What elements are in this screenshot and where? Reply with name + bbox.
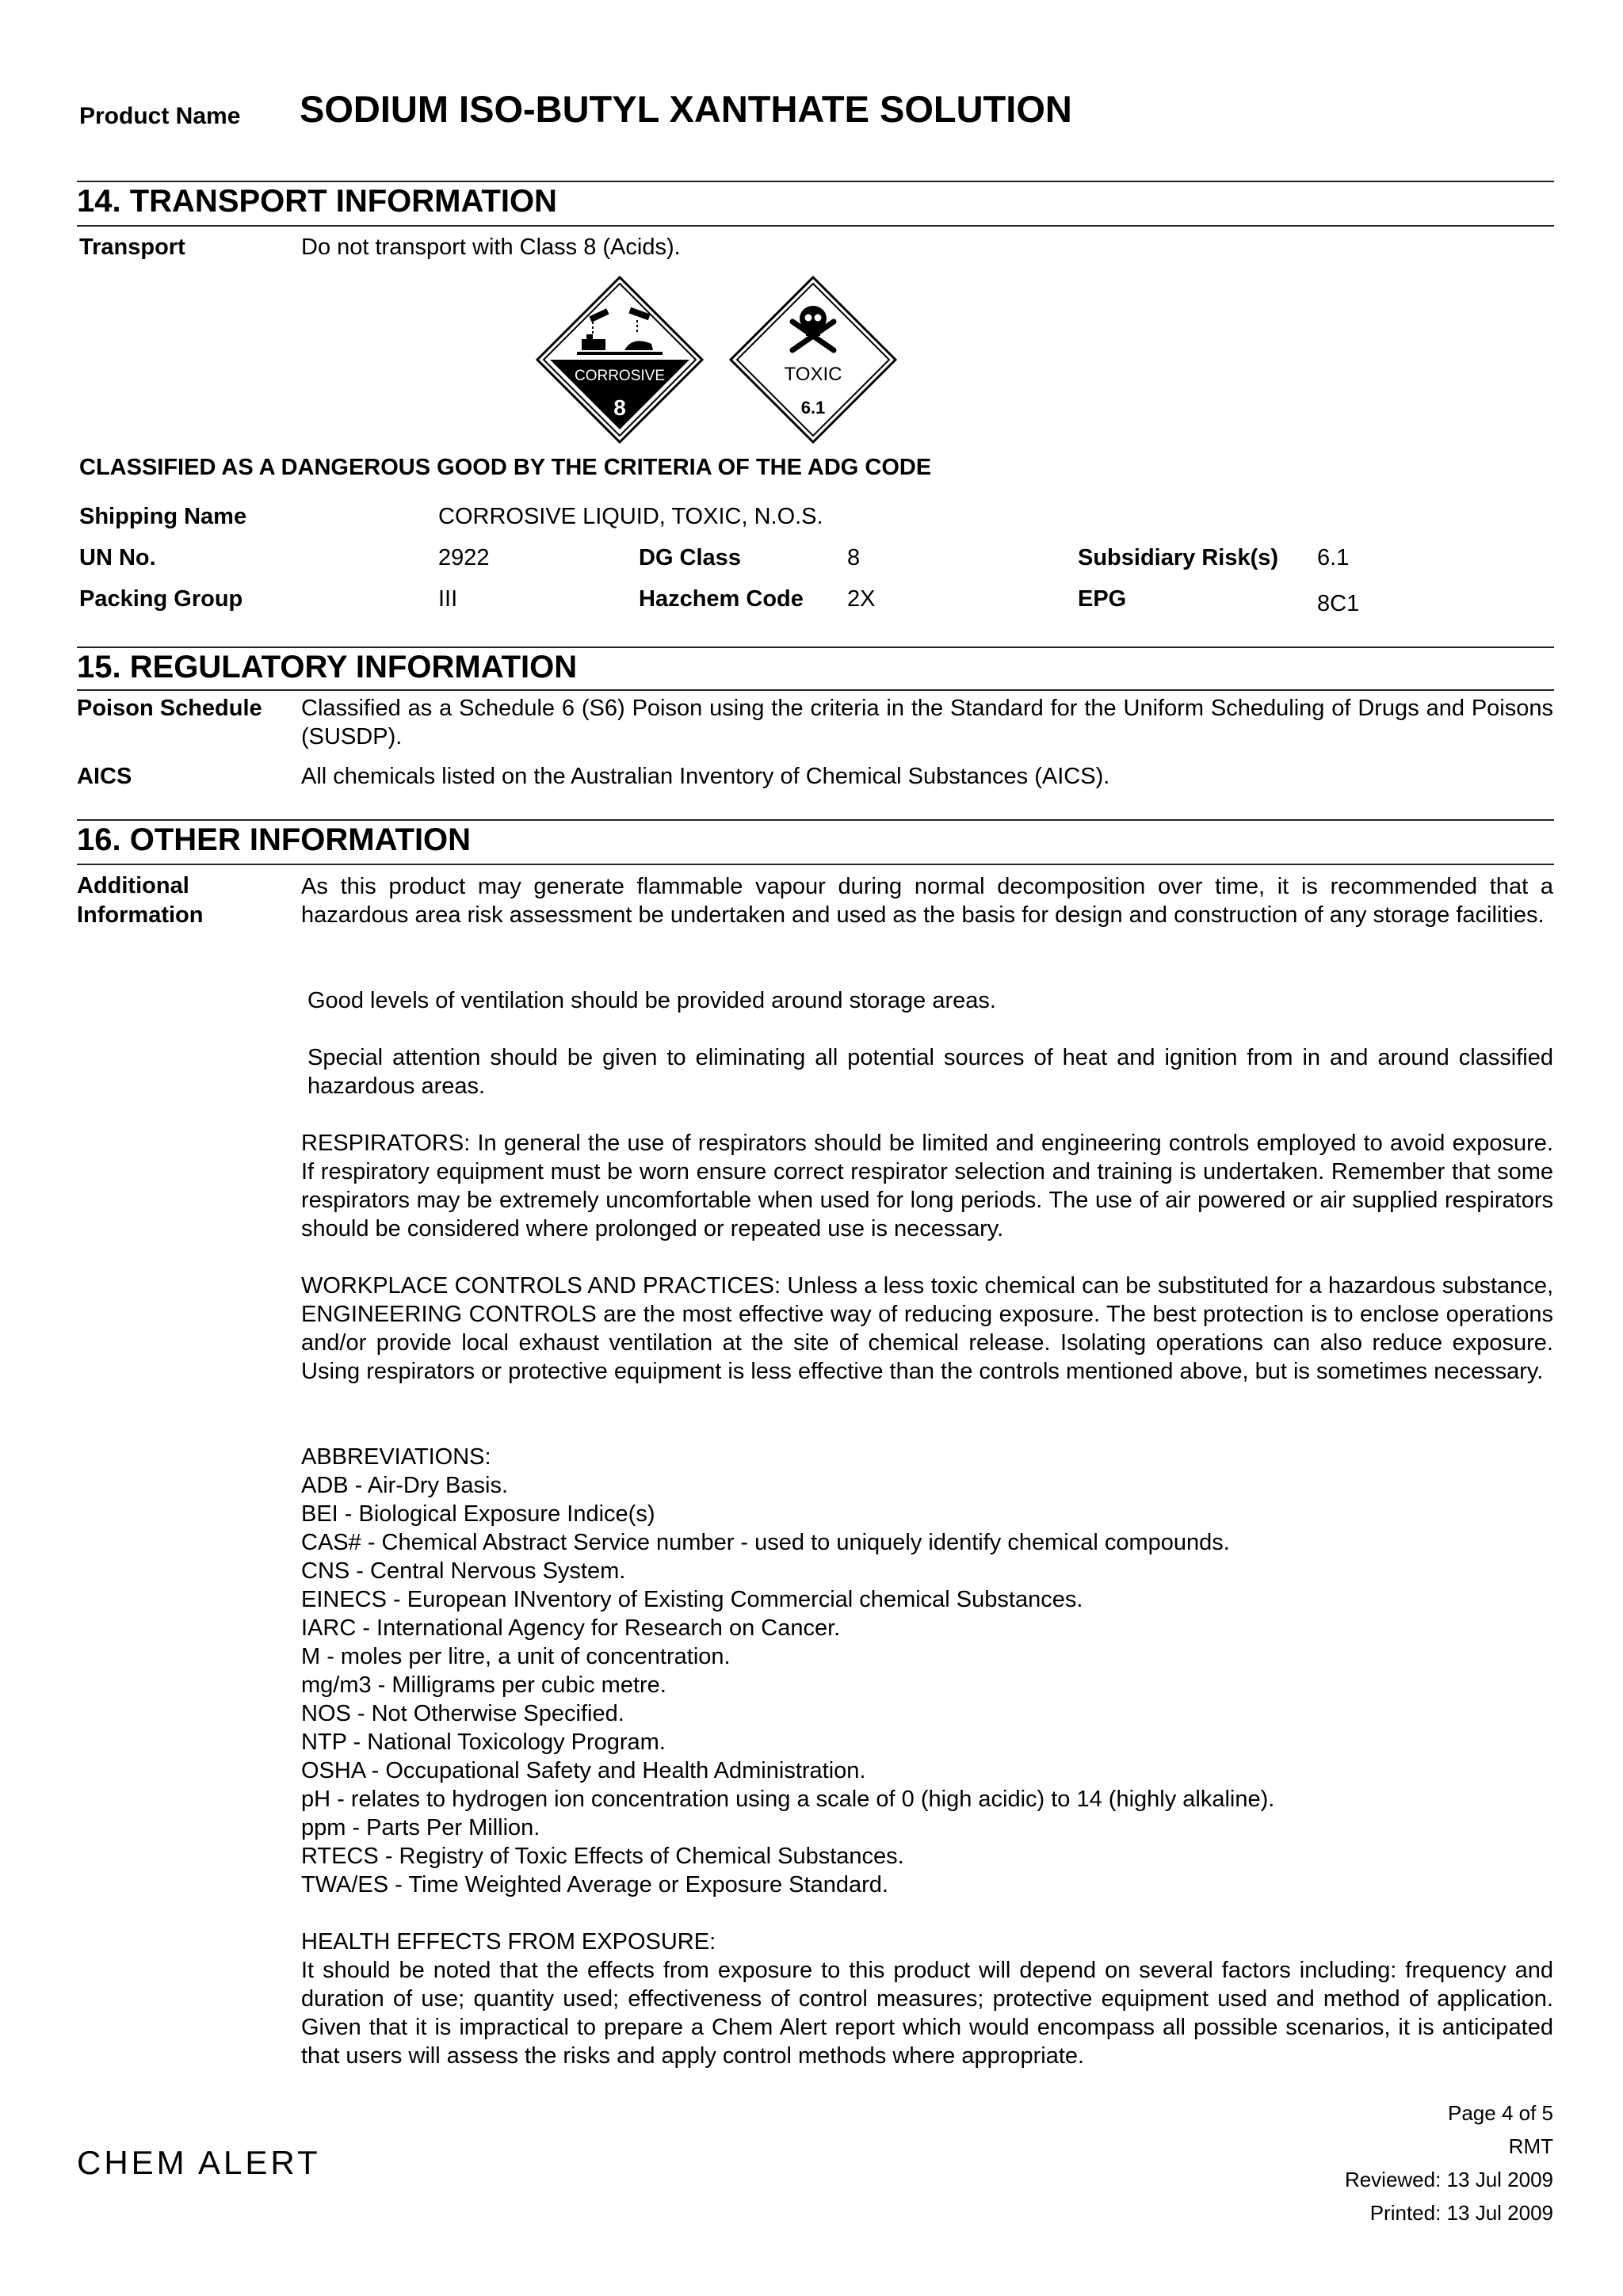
list-item: mg/m3 - Milligrams per cubic metre. <box>301 1672 666 1698</box>
list-item: ppm - Parts Per Million. <box>301 1815 540 1840</box>
hazchem-code-value: 2X <box>847 586 876 612</box>
epg-value: 8C1 <box>1317 591 1360 616</box>
transport-label: Transport <box>79 235 185 260</box>
section-divider <box>77 646 1554 648</box>
toxic-placard-class: 6.1 <box>800 398 826 418</box>
workplace-controls-paragraph: WORKPLACE CONTROLS AND PRACTICES: Unless a less toxic chemical can be substituted for a hazardous substance, ENGINEERING CONTROLS are the most effective way of reducing exposure. The best protection is to enclose operations and/or provide local exhaust ventilation at the site of chemical release. Isolating operations can also reduce exposure. Using respirators or protective equipment is less effective than the controls mentioned above, but is sometimes necessary. <box>301 1273 1553 1384</box>
subsidiary-risk-label: Subsidiary Risk(s) <box>1078 545 1279 570</box>
label-line: Additional <box>77 873 189 898</box>
list-item: ADB - Air-Dry Basis. <box>301 1473 509 1498</box>
shipping-name-value: CORROSIVE LIQUID, TOXIC, N.O.S. <box>438 504 823 529</box>
corrosive-placard-class: 8 <box>613 395 626 420</box>
other-info-paragraph: Special attention should be given to eliminating all potential sources of heat and ignition from in and around classified hazardous areas. <box>307 1045 1553 1099</box>
list-item: OSHA - Occupational Safety and Health Administration. <box>301 1758 866 1783</box>
list-item: NTP - National Toxicology Program. <box>301 1730 666 1755</box>
list-item: TWA/ES - Time Weighted Average or Exposure Standard. <box>301 1872 888 1897</box>
shipping-name-label: Shipping Name <box>79 504 247 529</box>
corrosive-placard-label: CORROSIVE <box>574 368 666 384</box>
aics-label: AICS <box>77 764 132 789</box>
product-name: SODIUM ISO-BUTYL XANTHATE SOLUTION <box>300 88 1072 130</box>
list-item: BEI - Biological Exposure Indice(s) <box>301 1501 655 1527</box>
section-14-title: 14. TRANSPORT INFORMATION <box>77 184 557 219</box>
corrosive-placard <box>536 276 704 444</box>
abbreviations-list <box>301 1443 1553 1899</box>
toxic-placard-label: TOXIC <box>784 364 842 385</box>
abbreviations-title: ABBREVIATIONS: <box>301 1444 491 1470</box>
printed-date: Printed: 13 Jul 2009 <box>1369 2201 1553 2225</box>
subsidiary-risk-value: 6.1 <box>1317 545 1350 570</box>
list-item: NOS - Not Otherwise Specified. <box>301 1701 624 1726</box>
transport-value: Do not transport with Class 8 (Acids). <box>301 235 681 260</box>
additional-information-label <box>77 871 204 930</box>
list-item: RTECS - Registry of Toxic Effects of Chemical Substances. <box>301 1844 904 1869</box>
section-16-title: 16. OTHER INFORMATION <box>77 822 472 857</box>
poison-schedule-label: Poison Schedule <box>77 696 262 721</box>
health-effects-title: HEALTH EFFECTS FROM EXPOSURE: <box>301 1929 716 1955</box>
section-15-title: 15. REGULATORY INFORMATION <box>77 650 578 685</box>
section-divider <box>77 689 1554 691</box>
un-number-value: 2922 <box>438 545 490 570</box>
section-divider <box>77 819 1554 821</box>
section-divider <box>77 181 1554 182</box>
dg-class-value: 8 <box>847 545 861 570</box>
chem-alert-logo: CHEM ALERT <box>77 2144 321 2181</box>
aics-value: All chemicals listed on the Australian Inventory of Chemical Substances (AICS). <box>301 764 1110 789</box>
other-info-paragraph: As this product may generate flammable vapour during normal decomposition over time, it is recommended that a hazardous area risk assessment be undertaken and used as the basis for design and construction of any storage facilities. <box>301 874 1553 928</box>
packing-group-value: III <box>438 586 458 612</box>
list-item: M - moles per litre, a unit of concentration. <box>301 1644 731 1669</box>
un-number-label: UN No. <box>79 545 156 570</box>
packing-group-label: Packing Group <box>79 586 243 612</box>
reviewed-date: Reviewed: 13 Jul 2009 <box>1344 2168 1553 2191</box>
section-divider <box>77 864 1554 865</box>
list-item: IARC - International Agency for Research on Cancer. <box>301 1615 841 1641</box>
list-item: EINECS - European INventory of Existing Commercial chemical Substances. <box>301 1587 1083 1612</box>
dg-class-label: DG Class <box>639 545 741 570</box>
list-item: CAS# - Chemical Abstract Service number - used to uniquely identify chemical compounds. <box>301 1530 1230 1555</box>
toxic-placard <box>729 276 897 444</box>
label-line: Information <box>77 902 204 928</box>
adg-classification: CLASSIFIED AS A DANGEROUS GOOD BY THE CRITERIA OF THE ADG CODE <box>79 455 932 480</box>
document-code: RMT <box>1508 2134 1553 2158</box>
hazchem-code-label: Hazchem Code <box>639 586 804 612</box>
health-effects-paragraph: It should be noted that the effects from exposure to this product will depend on several factors including: frequency and duration of use; quantity used; effectiveness of control measures; protective equipment used and method of application. Given that it is impractical to prepare a Chem Alert report which would encompass all possible scenarios, it is anticipated that users will assess the risks and apply control methods where appropriate. <box>301 1958 1553 2069</box>
product-name-label: Product Name <box>79 103 241 129</box>
poison-schedule-value: Classified as a Schedule 6 (S6) Poison using the criteria in the Standard for the Uniform Scheduling of Drugs and Poisons (SUSDP). <box>301 696 1553 749</box>
page-number: Page 4 of 5 <box>1448 2101 1553 2125</box>
respirators-paragraph: RESPIRATORS: In general the use of respirators should be limited and engineering controls employed to avoid exposure. If respiratory equipment must be worn ensure correct respirator selection and training is undertaken. Remember that some respirators may be extremely uncomfortable when used for long periods. The use of air powered or air supplied respirators should be considered where prolonged or repeated use is necessary. <box>301 1131 1553 1241</box>
list-item: CNS - Central Nervous System. <box>301 1558 626 1584</box>
other-info-paragraph: Good levels of ventilation should be provided around storage areas. <box>307 988 996 1013</box>
section-divider <box>77 225 1554 227</box>
epg-label: EPG <box>1078 586 1127 612</box>
list-item: pH - relates to hydrogen ion concentration using a scale of 0 (high acidic) to 14 (highly alkaline). <box>301 1787 1275 1812</box>
